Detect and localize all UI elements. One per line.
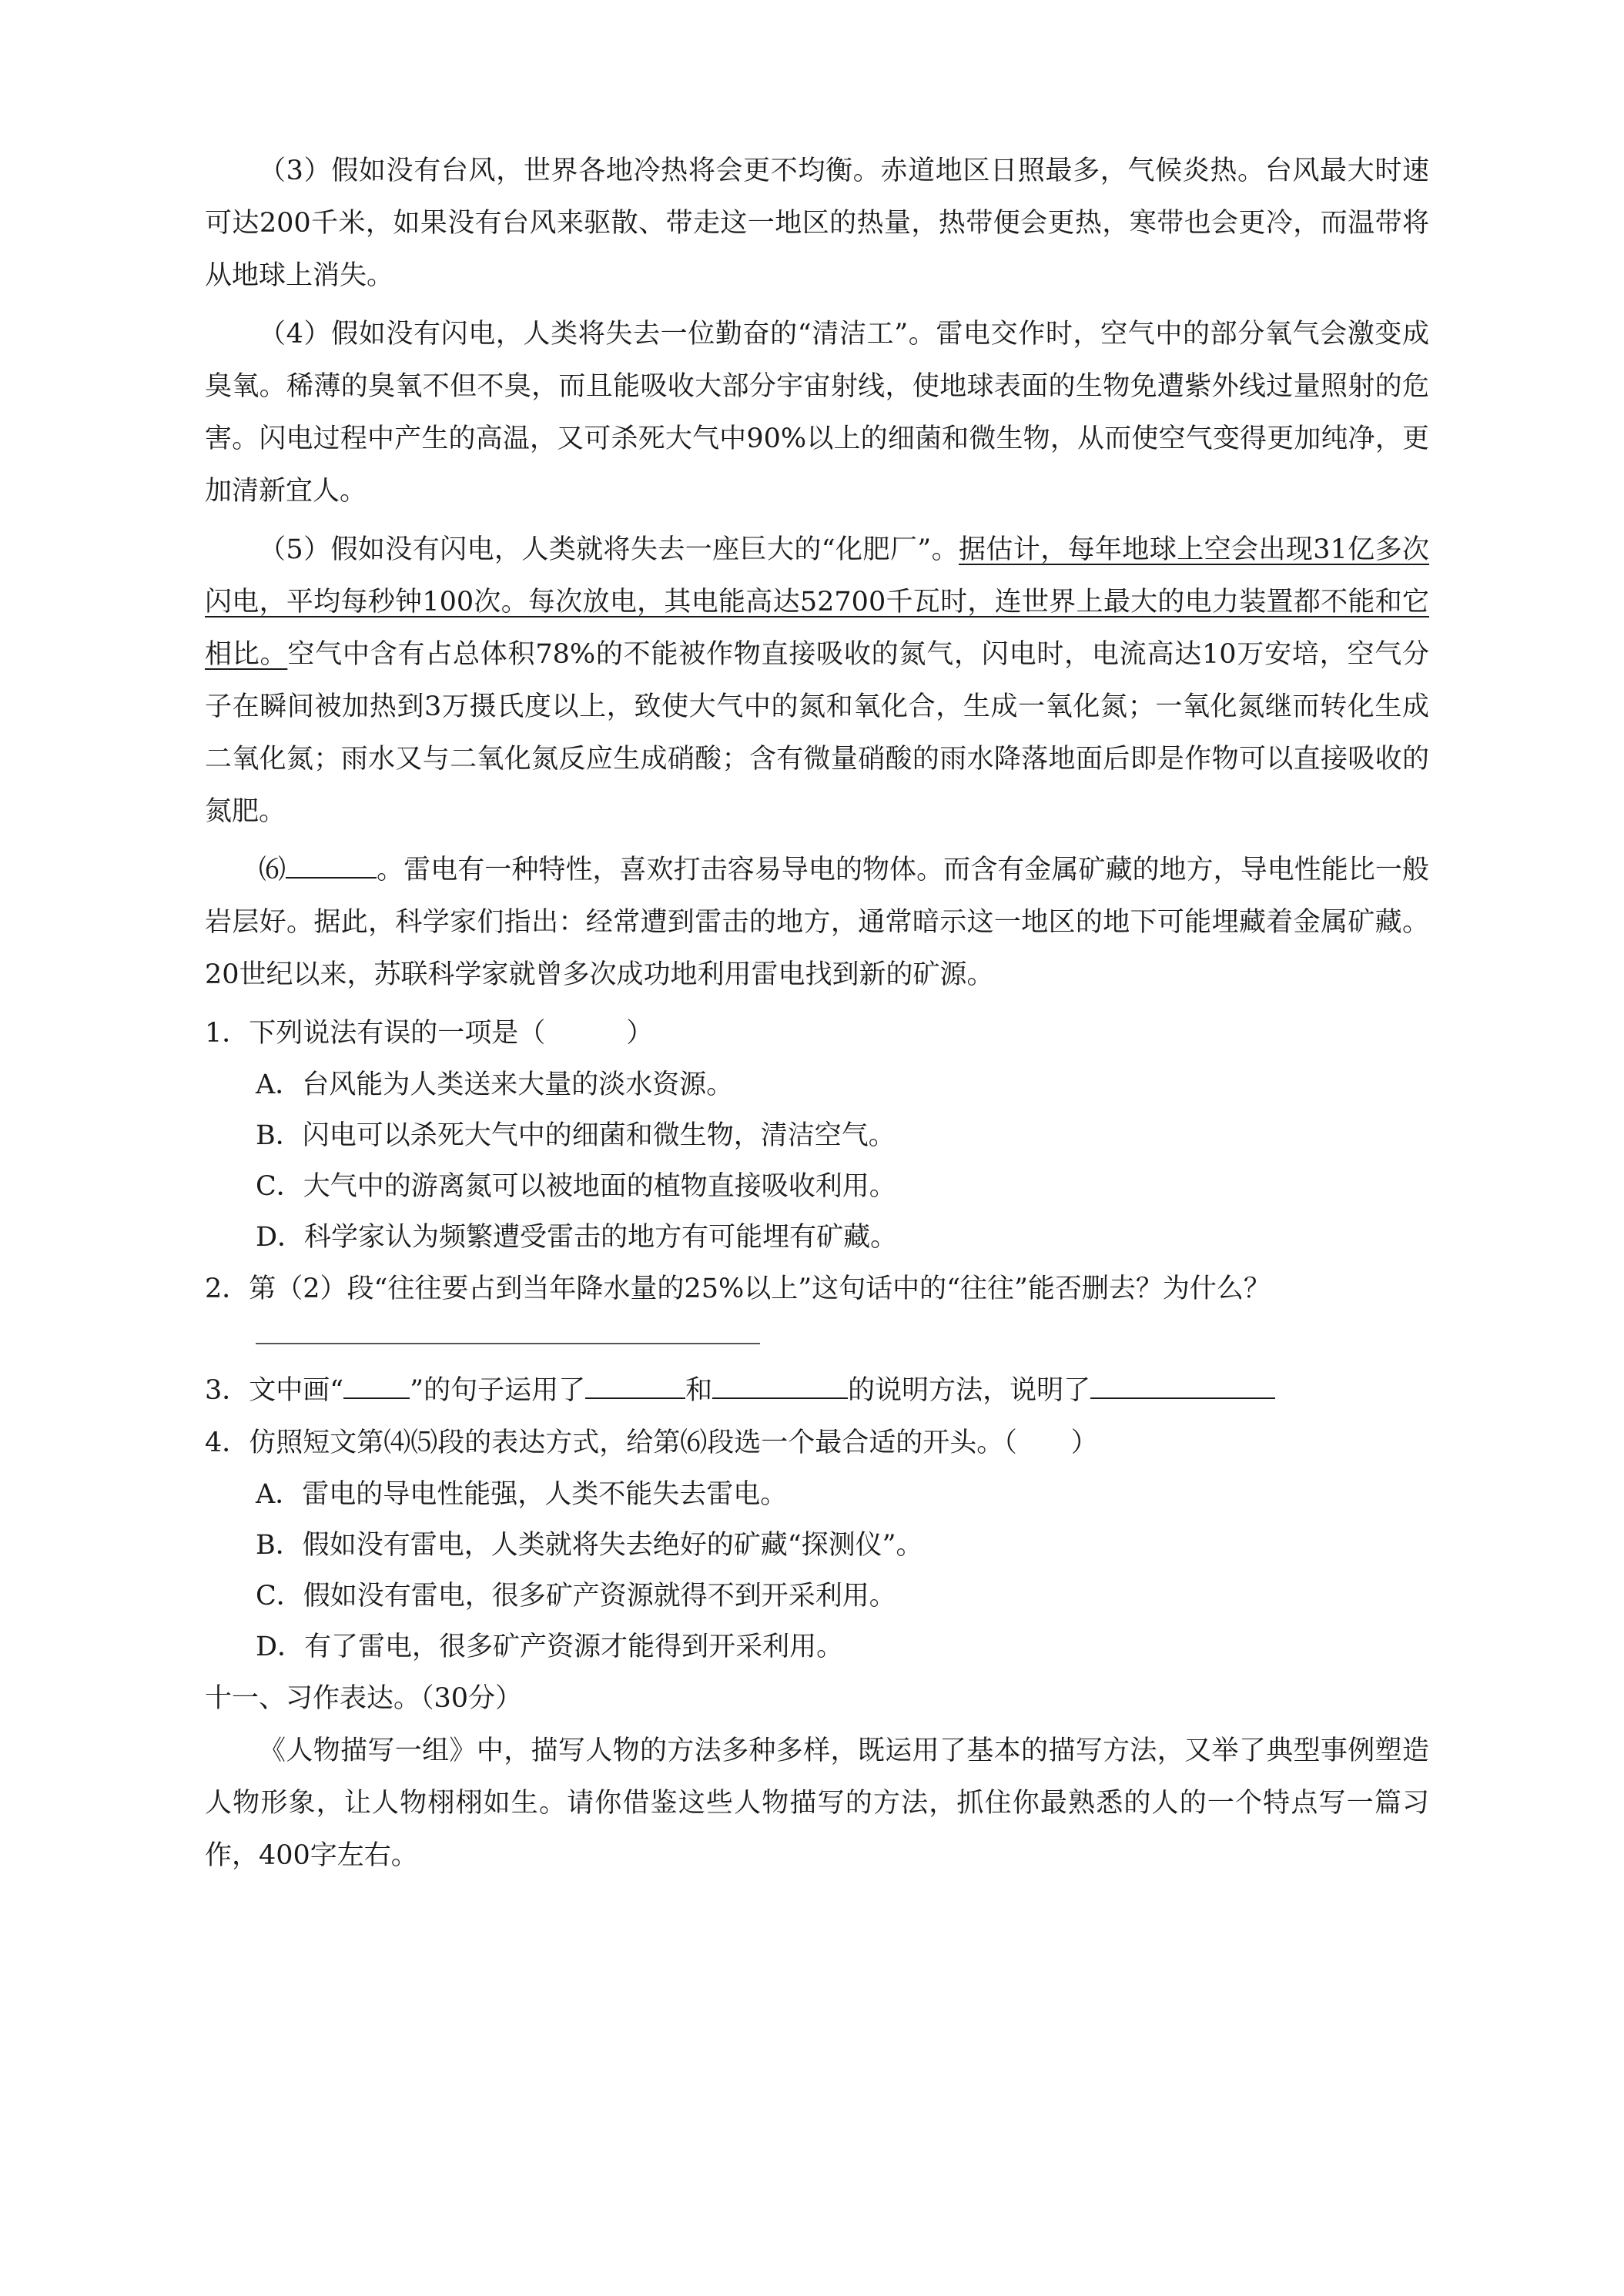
section-11-prompt: 《人物描写一组》中，描写人物的方法多种多样，既运用了基本的描写方法，又举了典型事例塑造人物形象，让人物栩栩如生。请你借鉴这些人物描写的方法，抓住你最熟悉的人的一个特点写一篇习作，400字左右。 [205, 1735, 1429, 1871]
worksheet-page [205, 145, 1429, 1888]
paragraph-5-underlined-sentence: 据估计，每年地球上空会出现31亿多次闪电，平均每秒钟100次。每次放电，其电能高达52700千瓦时，连世界上最大的电力装置都不能和它相比。 [205, 534, 1429, 670]
paragraph-6-text: 。雷电有一种特性，喜欢打击容易导电的物体。而含有金属矿藏的地方，导电性能比一般岩层好。据此，科学家们指出：经常遭到雷击的地方，通常暗示这一地区的地下可能埋藏着金属矿藏。20世纪以来，苏联科学家就曾多次成功地利用雷电找到新的矿源。 [205, 855, 1429, 990]
question-2-answer-line[interactable] [256, 1343, 760, 1344]
question-3-underline-sample [343, 1370, 410, 1399]
question-3-blank-2[interactable] [712, 1370, 848, 1399]
question-4-stem: 4．仿照短文第⑷⑸段的表达方式，给第⑹段选一个最合适的开头。（ ） [205, 1427, 1098, 1458]
paragraph-4: （4）假如没有闪电，人类将失去一位勤奋的“清洁工”。雷电交作时，空气中的部分氧气会激变成臭氧。稀薄的臭氧不但不臭，而且能吸收大部分宇宙射线，使地球表面的生物免遭紫外线过量照射的危害。闪电过程中产生的高温，又可杀死大气中90%以上的细菌和微生物，从而使空气变得更加纯净，更加清新宜人。 [205, 319, 1429, 507]
paragraph-5-start: （5）假如没有闪电，人类就将失去一座巨大的“化肥厂”。 [259, 534, 959, 565]
question-4-option-d[interactable]: D．有了雷电，很多矿产资源才能得到开采利用。 [256, 1632, 844, 1662]
question-4-option-c[interactable]: C．假如没有雷电，很多矿产资源就得不到开采利用。 [256, 1581, 896, 1612]
question-2-stem: 2．第（2）段“往往要占到当年降水量的25%以上”这句话中的“往往”能否删去？为什么？ [205, 1274, 1271, 1304]
question-3 [205, 1364, 1429, 1417]
question-1-option-c[interactable]: C．大气中的游离氮可以被地面的植物直接吸收利用。 [256, 1171, 896, 1202]
question-4-option-b[interactable]: B．假如没有雷电，人类就将失去绝好的矿藏“探测仪”。 [256, 1530, 923, 1561]
question-3-mid3: 的说明方法，说明了 [848, 1375, 1091, 1406]
question-1-option-a[interactable]: A．台风能为人类送来大量的淡水资源。 [256, 1069, 734, 1100]
question-3-mid1: ”的句子运用了 [410, 1375, 586, 1406]
question-3-prefix: 3．文中画“ [205, 1375, 344, 1406]
question-1-option-b[interactable]: B．闪电可以杀死大气中的细菌和微生物，清洁空气。 [256, 1120, 896, 1151]
paragraph-6-number: ⑹ [259, 855, 286, 885]
question-1-stem: 1．下列说法有误的一项是（ ） [205, 1018, 654, 1049]
question-1-option-d[interactable]: D．科学家认为频繁遭受雷击的地方有可能埋有矿藏。 [256, 1222, 898, 1253]
question-3-mid2: 和 [685, 1375, 713, 1406]
question-4-option-a[interactable]: A．雷电的导电性能强，人类不能失去雷电。 [256, 1479, 788, 1510]
paragraph-3: （3）假如没有台风，世界各地冷热将会更不均衡。赤道地区日照最多，气候炎热。台风最大时速可达200千米，如果没有台风来驱散、带走这一地区的热量，热带便会更热，寒带也会更冷，而温带将从地球上消失。 [205, 156, 1429, 291]
section-11-title: 十一、习作表达。（30分） [205, 1683, 523, 1714]
paragraph-5-end: 空气中含有占总体积78%的不能被作物直接吸收的氮气，闪电时，电流高达10万安培，空气分子在瞬间被加热到3万摄氏度以上，致使大气中的氮和氧化合，生成一氧化氮；一氧化氮继而转化生成二氧化氮；雨水又与二氧化氮反应生成硝酸；含有微量硝酸的雨水降落地面后即是作物可以直接吸收的氮肥。 [205, 639, 1429, 827]
paragraph-6-blank[interactable] [286, 849, 377, 879]
paragraph-6 [205, 844, 1429, 1001]
paragraph-5 [205, 524, 1429, 838]
question-3-blank-3[interactable] [1090, 1370, 1275, 1399]
question-3-blank-1[interactable] [585, 1370, 685, 1399]
